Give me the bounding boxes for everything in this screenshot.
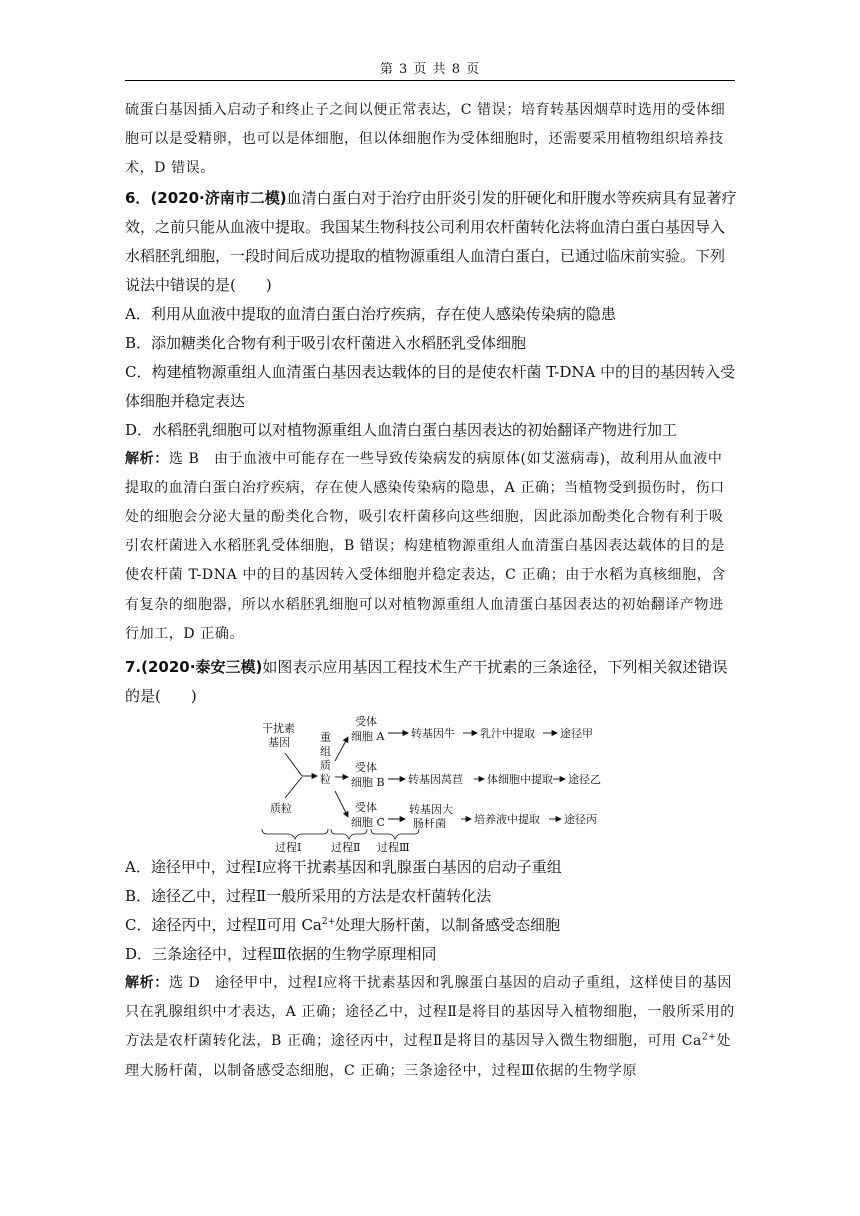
question-6-text: 血清白蛋白对于治疗由肝炎引发的肝硬化和肝腹水等疾病具有显著疗效，之前只能从血液中提取。我国某生物科技公司利用农杆菌转化法将血清白蛋白基因导入水稻胚乳细胞，一段时间后成功提取的植物源重组人血清白蛋白，已通过临床前实验。下列说法中错误的是( ) [125, 188, 737, 294]
row-c-step-2: 培养液中提取 [474, 813, 540, 827]
question-6-solution [125, 445, 737, 649]
recipient-cells [351, 714, 385, 829]
recipient-c-1: 受体 [355, 801, 377, 815]
row-c-result: 途径丙 [564, 813, 597, 827]
question-6-stem [125, 184, 737, 300]
process-2-label: 过程Ⅱ [331, 841, 361, 855]
row-a-step-1: 转基因牛 [411, 727, 455, 741]
process-1-label: 过程Ⅰ [275, 841, 302, 855]
plasmid-label: 质粒 [270, 802, 292, 816]
recipient-b-1: 受体 [355, 761, 377, 775]
previous-solution-continuation: 硫蛋白基因插入启动子和终止子之间以便正常表达，C 错误；培育转基因烟草时选用的受体细胞可以是受精卵，也可以是体细胞，但以体细胞作为受体细胞时，还需要采用植物组织培养技术，D 错误。 [125, 102, 726, 177]
recombinant-plasmid-label [320, 730, 331, 786]
question-7-option-c-post: 处理大肠杆菌，以制备感受态细胞 [335, 916, 561, 935]
page-content [125, 96, 737, 1086]
row-a-step-2: 乳汁中提取 [480, 727, 535, 741]
question-6-source: (2020·济南市二模) [150, 188, 287, 207]
question-6-option-a: A．利用从血液中提取的血清白蛋白治疗疾病，存在使人感染传染病的隐患 [125, 304, 616, 323]
question-7-option-b: B．途径乙中，过程Ⅱ一般所采用的方法是农杆菌转化法 [125, 887, 492, 906]
row-b-result: 途径乙 [568, 773, 601, 787]
question-7-option-c-pre: C．途径丙中，过程Ⅱ可用 Ca [125, 916, 322, 935]
page-header: 第 3 页 共 8 页 [379, 62, 481, 77]
question-6-option-d: D．水稻胚乳细胞可以对植物源重组人血清白蛋白基因表达的初始翻译产物进行加工 [125, 420, 678, 439]
gene-labels [262, 721, 295, 815]
question-7-option-d: D．三条途径中，过程Ⅲ依据的生物学原理相同 [125, 945, 437, 964]
interferon-pathway-diagram [125, 711, 737, 855]
split-arrows [335, 737, 348, 817]
question-7-solution-pre: 选 D 途径甲中，过程Ⅰ应将干扰素基因和乳腺蛋白基因的启动子重组，这样使目的基因只在乳腺组织中才表达，A 正确；途径乙中，过程Ⅱ是将目的基因导入植物细胞，一般所采用的方法是农杆菌转化法，B 正确；途径丙中，过程Ⅱ是将目的基因导入微生物细胞，可用 Ca [125, 975, 735, 1050]
solution-calcium-charge-sup: 2+ [701, 1032, 717, 1043]
row-c-step-1b: 肠杆菌 [413, 817, 446, 831]
calcium-charge-sup: 2+ [321, 917, 336, 928]
process-3-label: 过程Ⅲ [377, 841, 410, 855]
question-7-number: 7. [125, 658, 142, 677]
row-b-step-2: 体细胞中提取 [487, 773, 553, 787]
question-7-stem [125, 653, 737, 711]
question-6-solution-text: 选 B 由于血液中可能存在一些导致传染病发的病原体(如艾滋病毒)，故利用从血液中提取的血清白蛋白治疗疾病，存在使人感染传染病的隐患，A 正确；当植物受到损伤时，伤口处的细胞会分泌大量的酚类化合物，吸引农杆菌移向这些细胞，因此添加酚类化合物有利于吸引农杆菌进入水稻胚乳受体细胞，B 错误；构建植物源重组人血清蛋白基因表达载体的目的是使农杆菌 T-DNA 中的目的基因转入受体细胞并稳定表达，C 正确；由于水稻为真核细胞，含有复杂的细胞器，所以水稻胚乳细胞可以对植物源重组人血清蛋白基因表达的初始翻译产物进行加工，D 正确。 [125, 450, 726, 642]
recomb-char-2: 组 [320, 745, 331, 759]
question-7-source: (2020·泰安三模) [141, 658, 263, 677]
row-b [408, 772, 601, 786]
recipient-c-2: 细胞 C [351, 816, 385, 830]
recomb-char-4: 粒 [320, 773, 331, 787]
gene-label-2: 基因 [268, 736, 290, 750]
process-labels [275, 840, 410, 854]
question-7-solution-post: 处理大肠杆菌，以制备感受态细胞，C 正确；三条途径中，过程Ⅲ依据的生物学原 [125, 1033, 732, 1079]
question-7-option-a: A．途径甲中，过程Ⅰ应将干扰素基因和乳腺蛋白基因的启动子重组 [125, 858, 562, 877]
recipient-a-1: 受体 [355, 715, 377, 729]
merge-lines [285, 753, 317, 798]
question-7-solution [125, 969, 737, 1086]
question-7-option-c [125, 911, 737, 940]
question-6-solution-label: 解析： [125, 450, 169, 467]
recipient-a-2: 细胞 A [351, 730, 385, 744]
question-6-number: 6． [125, 188, 151, 207]
question-6-option-b: B．添加糖类化合物有利于吸引农杆菌进入水稻胚乳受体细胞 [125, 333, 527, 352]
row-a-result: 途径甲 [560, 727, 593, 741]
question-7-solution-label: 解析： [125, 975, 169, 992]
process-braces [262, 829, 419, 839]
recomb-char-1: 重 [320, 731, 331, 745]
row-c [409, 802, 597, 830]
row-c-step-1a: 转基因大 [409, 803, 453, 817]
question-6-option-c: C．构建植物源重组人血清蛋白基因表达载体的目的是使农杆菌 T-DNA 中的目的基因转入受体细胞并稳定表达 [125, 362, 736, 410]
gene-label-1: 干扰素 [262, 722, 295, 736]
header-rule [125, 80, 735, 81]
recomb-char-3: 质 [320, 759, 331, 773]
recipient-b-2: 细胞 B [351, 776, 385, 790]
row-a [411, 726, 593, 740]
question-7-text: 如图表示应用基因工程技术生产干扰素的三条途径，下列相关叙述错误的是( ) [125, 658, 728, 706]
row-b-step-1: 转基因莴苣 [408, 773, 463, 787]
